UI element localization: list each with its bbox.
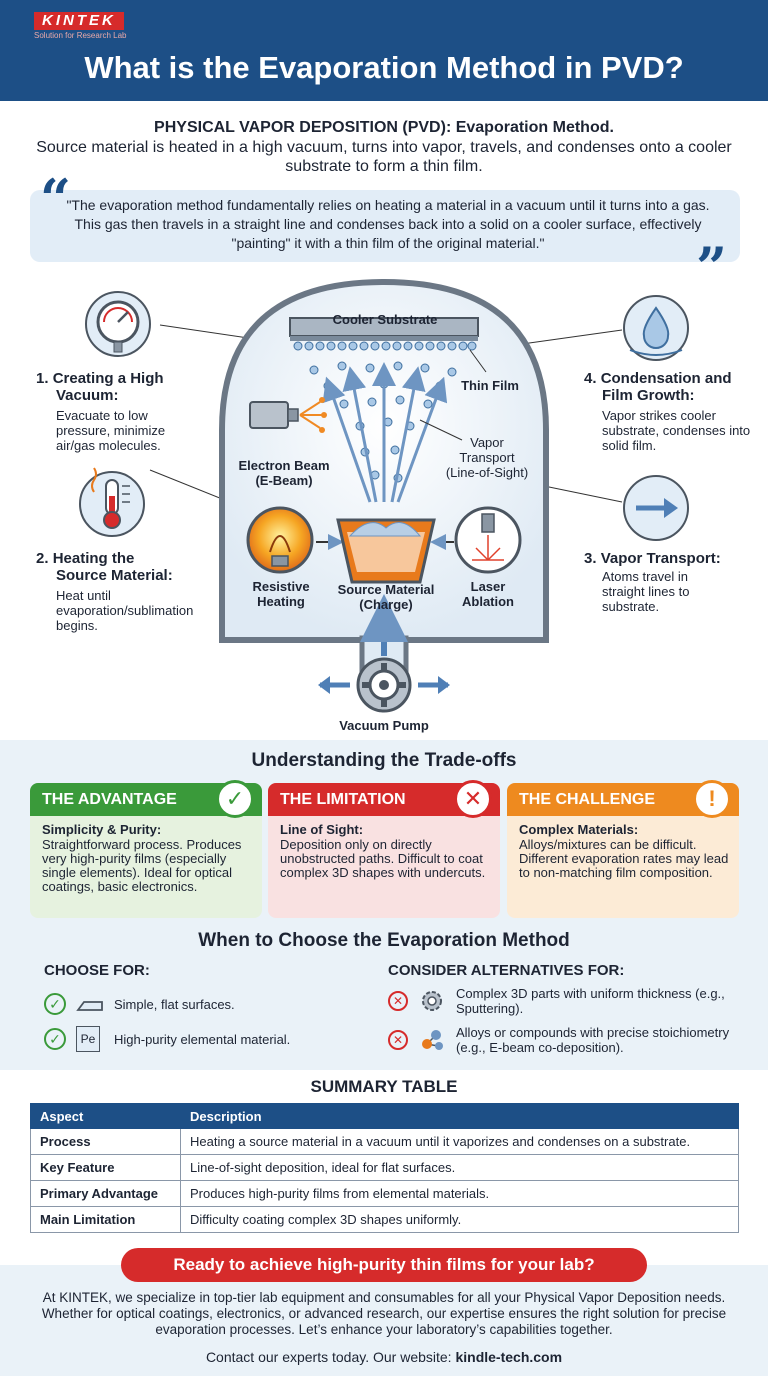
choose-for-heading: CHOOSE FOR: [44, 962, 150, 979]
limitation-body: Deposition only on directly unobstructed paths. Difficult to coat complex 3D shapes with undercuts. [280, 837, 486, 880]
advantage-card [30, 783, 262, 918]
step-1-title: 1. Creating a High Vacuum: [36, 370, 164, 404]
contact-line: Contact our experts today. Our website: kindle-tech.com [205, 1349, 563, 1365]
cta-text: At KINTEK, we specialize in top-tier lab equipment and consumables for all your Physical Vapor Deposition needs. Whether for optical coatings, electronics, or advanced research, our expertise ensures the right solution for precise evaporation processes. Let’s enhance your laboratory’s capabilities together. [41, 1290, 727, 1337]
table-row: Primary Advantage Produces high-purity films from elemental materials. [31, 1181, 739, 1207]
element-pe-icon: Pe [76, 1026, 100, 1052]
step-4-title: 4. Condensation and Film Growth: [584, 370, 732, 404]
tradeoffs-title: Understanding the Trade-offs [251, 750, 517, 771]
open-quote-icon: “ [40, 167, 72, 231]
laser-ablation-label: Laser Ablation [462, 579, 514, 609]
step-3-body: Atoms travel in straight lines to substrate. [602, 569, 690, 614]
thin-film-label: Thin Film [461, 378, 519, 393]
challenge-card [507, 783, 739, 918]
website-link[interactable]: kindle-tech.com [455, 1349, 563, 1365]
advantage-card-header: THE ADVANTAGE [30, 783, 262, 816]
table-row: Key Feature Line-of-sight deposition, ideal for flat surfaces. [31, 1155, 739, 1181]
limitation-subtitle: Line of Sight: [280, 822, 364, 837]
evaporation-diagram [0, 270, 768, 740]
step-3-title: 3. Vapor Transport: [584, 550, 721, 567]
cta-banner-button[interactable]: Ready to achieve high-purity thin films for your lab? [121, 1248, 647, 1282]
kintek-logo[interactable]: KINTEK [34, 12, 124, 30]
ebeam-label: Electron Beam (E-Beam) [238, 458, 330, 488]
x-icon: ✕ [388, 991, 408, 1011]
challenge-card-header: THE CHALLENGE [507, 783, 739, 816]
table-row: Main Limitation Difficulty coating complex 3D shapes uniformly. [31, 1207, 739, 1233]
column-header: Aspect [31, 1104, 181, 1129]
limitation-card [268, 783, 500, 918]
step-1-body: Evacuate to low pressure, minimize air/gas molecules. [56, 408, 166, 453]
source-material-label: Source Material (Charge) [337, 582, 435, 612]
challenge-subtitle: Complex Materials: [519, 822, 639, 837]
resistive-heating-label: Resistive Heating [252, 579, 310, 609]
summary-title: SUMMARY TABLE [310, 1077, 458, 1096]
quote-text: "The evaporation method fundamentally relies on heating a material in a vacuum until it turns into a gas. This gas then travels in a straight line and condenses back into a solid on a cooler surface, effectively "painting" it with a thin film of the original material." [66, 197, 710, 251]
vapor-transport-label: Vapor Transport (Line-of-Sight) [445, 435, 529, 480]
check-icon: ✓ [44, 993, 66, 1015]
x-icon: ✕ [388, 1030, 408, 1050]
step-2-body: Heat until evaporation/sublimation begins. [56, 588, 194, 633]
intro-text: Source material is heated in a high vacuum, turns into vapor, travels, and condenses onto a cooler substrate to form a thin film. [36, 139, 732, 175]
choose-title: When to Choose the Evaporation Method [198, 930, 570, 951]
advantage-subtitle: Simplicity & Purity: [42, 822, 162, 837]
step-4-body: Vapor strikes cooler substrate, condenses into solid film. [602, 408, 751, 453]
advantage-body: Straightforward process. Produces very high-purity films (especially single elements). Ideal for optical coatings, basic electronics. [42, 837, 242, 894]
page-title: What is the Evaporation Method in PVD? [84, 50, 684, 85]
choose-for-item: ✓ Simple, flat surfaces. [44, 990, 235, 1018]
chamber-illustration [0, 270, 768, 740]
substrate-label: Cooler Substrate [332, 312, 438, 327]
table-header-row [31, 1104, 739, 1129]
logo-tagline: Solution for Research Lab [34, 31, 127, 40]
header [0, 0, 768, 101]
challenge-body: Alloys/mixtures can be difficult. Different evaporation rates may lead to non-matching film composition. [519, 837, 729, 880]
limitation-card-header: THE LIMITATION [268, 783, 500, 816]
gear-part-icon [418, 987, 446, 1015]
vacuum-pump-label: Vacuum Pump [339, 718, 429, 733]
warning-icon: ! [693, 780, 731, 818]
intro-heading: PHYSICAL VAPOR DEPOSITION (PVD): Evaporation Method. [154, 119, 614, 136]
table-row: Process Heating a source material in a vacuum until it vaporizes and condenses on a substrate. [31, 1129, 739, 1155]
alternatives-heading: CONSIDER ALTERNATIVES FOR: [388, 962, 625, 979]
alternative-item: ✕ Complex 3D parts with uniform thickness (e.g., Sputtering). [388, 986, 738, 1016]
close-quote-icon: ” [696, 235, 728, 299]
step-2-title: 2. Heating the Source Material: [36, 550, 173, 584]
alternative-item: ✕ Alloys or compounds with precise stoichiometry (e.g., E-beam co-deposition). [388, 1025, 738, 1055]
choose-for-item: ✓ Pe High-purity elemental material. [44, 1026, 290, 1052]
column-header: Description [181, 1104, 739, 1129]
flat-surface-icon [76, 990, 104, 1018]
x-circle-icon: ✕ [454, 780, 492, 818]
check-circle-icon: ✓ [216, 780, 254, 818]
check-icon: ✓ [44, 1028, 66, 1050]
molecule-icon [418, 1026, 446, 1054]
summary-table [30, 1103, 739, 1233]
